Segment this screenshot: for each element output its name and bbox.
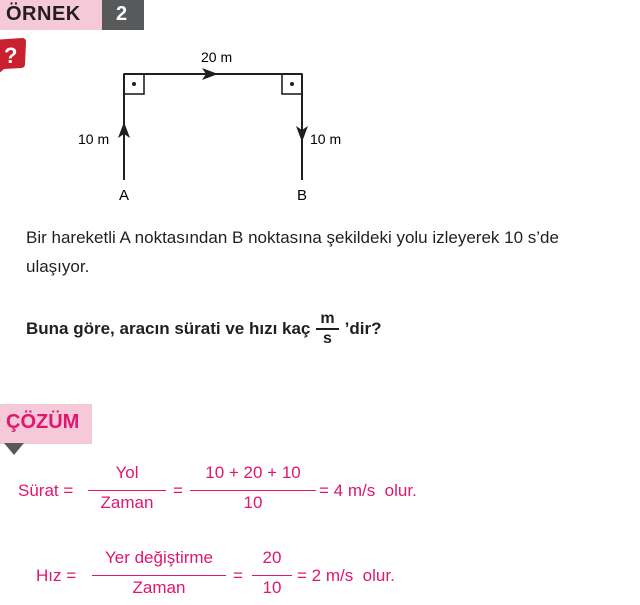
example-number: 2 [116,3,128,25]
problem-text-line2: ulaşıyor. [26,257,90,276]
speed-frac1-bar [88,490,166,491]
speed-frac2-bar [190,490,316,491]
velocity-result: = 2 m/s olur. [297,566,395,585]
path-diagram [70,40,370,210]
speed-frac1-denominator: Zaman [100,493,154,512]
unit-numerator: m [320,310,335,327]
solution-label: ÇÖZÜM [6,411,80,433]
question-prefix: Buna göre, aracın sürati ve hızı kaç [26,318,311,338]
speed-lhs: Sürat = [18,481,74,500]
unit-denominator: s [323,329,332,347]
question-suffix: ’dir? [344,318,382,338]
velocity-frac1-denominator: Zaman [132,578,186,597]
velocity-frac1-bar [92,575,226,576]
velocity-frac1-numerator: Yer değiştirme [104,548,214,567]
velocity-frac2-denominator: 10 [262,578,282,597]
example-label: ÖRNEK [6,3,81,25]
speed-frac1-numerator: Yol [115,463,139,482]
problem-text-line1: Bir hareketli A noktasından B noktasına şekildeki yolu izleyerek 10 s’de [26,228,559,247]
velocity-frac2-bar [252,575,292,576]
right-distance-label: 10 m [310,131,342,147]
left-distance-label: 10 m [78,131,110,147]
question-icon [0,38,26,76]
velocity-frac2-numerator: 20 [262,548,282,567]
svg-text:?: ? [4,43,18,68]
speed-result: = 4 m/s olur. [319,481,417,500]
chevron-down-icon [4,443,24,457]
velocity-eq: = [233,566,243,585]
speed-frac2-numerator: 10 + 20 + 10 [205,463,301,482]
velocity-lhs: Hız = [36,566,77,585]
speed-eq: = [173,481,183,500]
question [26,310,381,348]
point-b-label: B [297,187,308,204]
point-a-label: A [119,187,130,204]
speed-frac2-denominator: 10 [243,493,263,512]
top-distance-label: 20 m [201,49,233,65]
unit-fraction [316,310,338,348]
